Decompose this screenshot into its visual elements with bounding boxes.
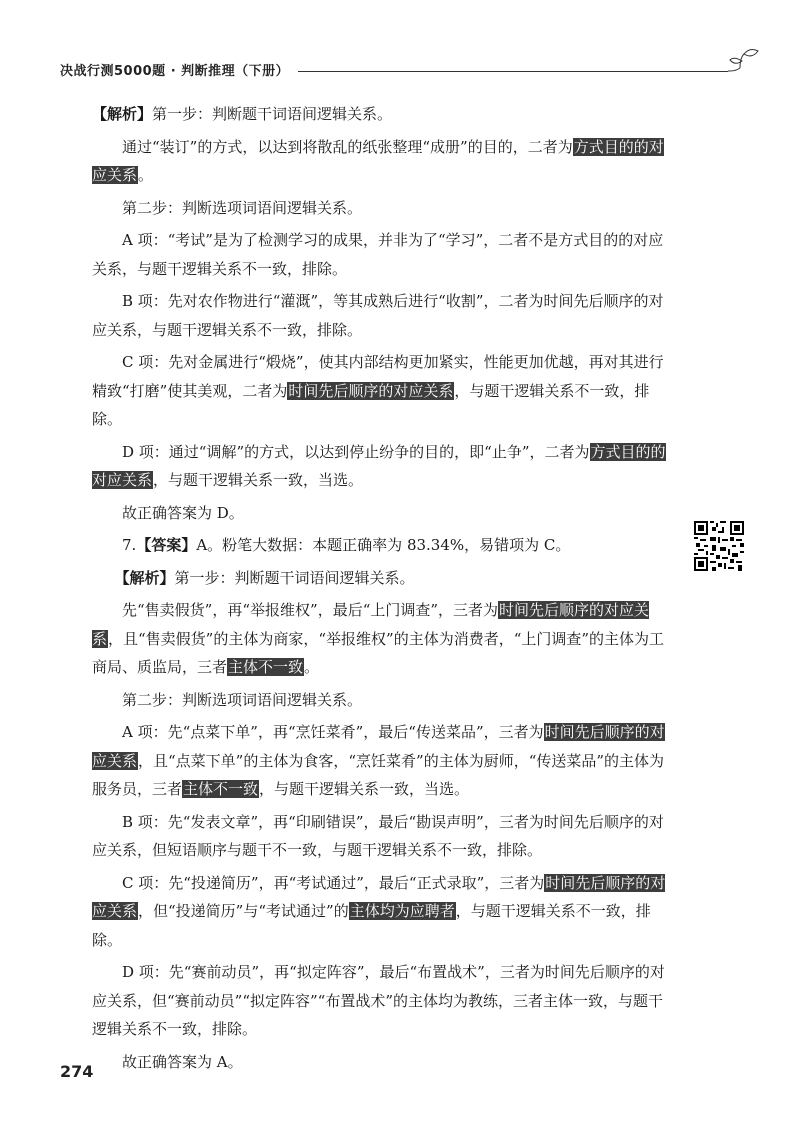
leaf-sprout-icon <box>724 46 764 82</box>
highlight-mark: 时间先后顺序的对应关系 <box>288 381 454 400</box>
answer-label: 【答案】 <box>136 536 197 554</box>
highlight-mark: 方式目的的对应关系 <box>92 442 666 489</box>
highlight-mark: 方式目的的对应关系 <box>92 137 664 184</box>
q7-option-b: B 项：先“发表文章”，再“印刷错误”，最后“勘误声明”，三者为时间先后顺序的对应关系，但短语顺序与题干不一致，与题干逻辑关系不一致，排除。 <box>92 812 664 859</box>
q7-answer: 故正确答案为 A。 <box>122 1052 243 1071</box>
q6-analysis-step1: 【解析】第一步：判断题干词语间逻辑关系。 <box>92 105 393 123</box>
q7-answer-line: 7.【答案】A。粉笔大数据：本题正确率为 83.34%，易错项为 C。 <box>122 536 571 554</box>
q7-option-d: D 项：先“赛前动员”，再“拟定阵容”，最后“布置战术”，三者为时间先后顺序的对应关系，但“赛前动员”“拟定阵容”“布置战术”的主体均为教练，三者主体一致，与题干逻辑关系不一致，排除。 <box>92 963 665 1038</box>
highlight-mark: 主体均为应聘者 <box>349 902 455 920</box>
q7-stem-analysis: 先“售卖假货”，再“举报维权”，最后“上门调查”，三者为时间先后顺序的对应关系，且“售卖假货”的主体为商家，“举报维权”的主体为消费者，“上门调查”的主体为工商局、质监局，三者主体不一致。 <box>92 601 665 676</box>
q6-option-c: C 项：先对金属进行“煅烧”，使其内部结构更加紧实，性能更加优越，再对其进行精致“打磨”使其美观，二者为时间先后顺序的对应关系，与题干逻辑关系不一致，排除。 <box>92 353 664 428</box>
q6-option-a: A 项：“考试”是为了检测学习的成果，并非为了“学习”，二者不是方式目的的对应关系，与题干逻辑关系不一致，排除。 <box>92 231 664 278</box>
page-header <box>60 58 760 88</box>
analysis-label: 【解析】 <box>92 105 153 123</box>
highlight-mark: 时间先后顺序的对应关系 <box>92 873 666 920</box>
q6-answer: 故正确答案为 D。 <box>122 503 244 522</box>
highlight-mark: 时间先后顺序的对应关系 <box>92 601 650 648</box>
q7-analysis-step2: 第二步：判断选项词语间逻辑关系。 <box>122 690 363 709</box>
q6-option-b: B 项：先对农作物进行“灌溉”，等其成熟后进行“收割”，二者为时间先后顺序的对应关系，与题干逻辑关系不一致，排除。 <box>92 292 664 339</box>
q7-option-a: A 项：先“点菜下单”，再“烹饪菜肴”，最后“传送菜品”，三者为时间先后顺序的对应关系，且“点菜下单”的主体为食客，“烹饪菜肴”的主体为厨师，“传送菜品”的主体为服务员，三者主体不一致，与题干逻辑关系一致，当选。 <box>92 723 665 798</box>
q7-option-c: C 项：先“投递简历”，再“考试通过”，最后“正式录取”，三者为时间先后顺序的对应关系，但“投递简历”与“考试通过”的主体均为应聘者，与题干逻辑关系不一致，排除。 <box>92 873 666 949</box>
highlight-mark: 主体不一致 <box>228 658 304 676</box>
q6-option-d: D 项：通过“调解”的方式，以达到停止纷争的目的，即“止争”，二者为方式目的的对应关系，与题干逻辑关系一致，当选。 <box>92 442 666 489</box>
page-number: 274 <box>60 1062 94 1081</box>
qr-code-icon[interactable] <box>694 521 744 571</box>
book-title: 决战行测5000题 · 判断推理（下册） <box>60 64 290 79</box>
answer-content <box>92 100 672 1080</box>
highlight-mark: 主体不一致 <box>183 780 259 798</box>
q7-analysis-step1: 【解析】第一步：判断题干词语间逻辑关系。 <box>122 568 415 587</box>
q6-analysis-step2: 第二步：判断选项词语间逻辑关系。 <box>122 198 363 217</box>
header-rule <box>298 71 728 72</box>
highlight-mark: 时间先后顺序的对应关系 <box>92 723 665 770</box>
q6-stem-analysis: 通过“装订”的方式，以达到将散乱的纸张整理“成册”的目的，二者为方式目的的对应关系。 <box>92 137 664 184</box>
analysis-label: 【解析】 <box>122 568 175 587</box>
